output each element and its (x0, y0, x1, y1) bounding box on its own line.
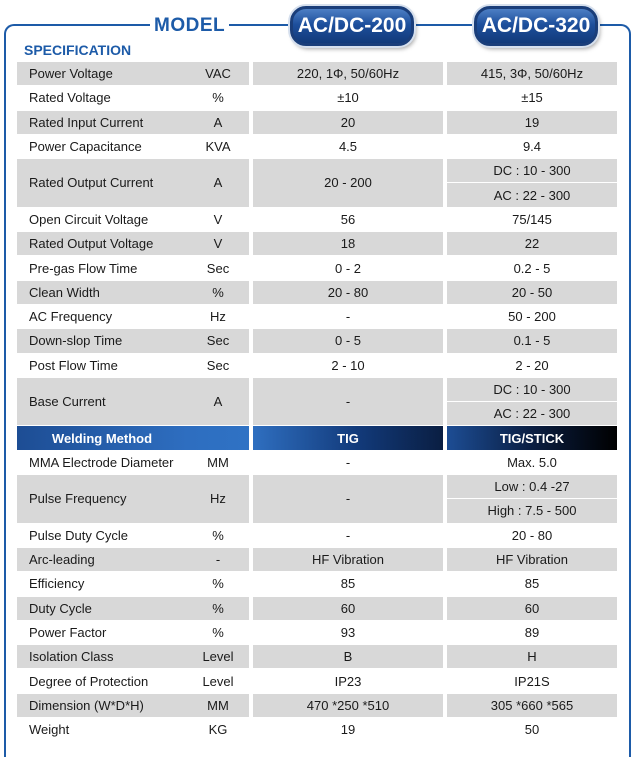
parameter-name: Clean Width (17, 281, 187, 305)
value-acdc-200: - (253, 524, 443, 548)
value-acdc-320 (447, 378, 617, 427)
value-acdc-200: B (253, 645, 443, 669)
value-acdc-320: 20 - 80 (447, 524, 617, 548)
value-acdc-200: 85 (253, 572, 443, 596)
parameter-name: Pulse Frequency (17, 475, 187, 524)
table-row (17, 62, 617, 86)
table-row (17, 621, 617, 645)
value-acdc-320: 20 - 50 (447, 281, 617, 305)
value-acdc-320: 50 - 200 (447, 305, 617, 329)
table-row (17, 694, 617, 718)
parameter-unit: MM (187, 451, 249, 475)
value-acdc-320-line-2: AC : 22 - 300 (493, 406, 571, 422)
table-row (17, 597, 617, 621)
value-acdc-200: 19 (253, 718, 443, 742)
table-row (17, 524, 617, 548)
table-row (17, 135, 617, 159)
parameter-name: Efficiency (17, 572, 187, 596)
value-acdc-200: 220, 1Φ, 50/60Hz (253, 62, 443, 86)
parameter-name: AC Frequency (17, 305, 187, 329)
value-acdc-320 (447, 475, 617, 524)
value-acdc-200: 2 - 10 (253, 354, 443, 378)
model-badge-acdc-200: AC/DC-200 (290, 6, 414, 46)
value-acdc-200: 0 - 5 (253, 329, 443, 353)
parameter-unit: A (187, 111, 249, 135)
table-row (17, 256, 617, 280)
parameter-unit: % (187, 597, 249, 621)
value-acdc-320-line-1: Low : 0.4 -27 (447, 475, 617, 499)
value-acdc-200: 93 (253, 621, 443, 645)
parameter-unit (187, 426, 249, 450)
parameter-unit: Level (187, 645, 249, 669)
parameter-unit: V (187, 208, 249, 232)
value-acdc-320: 60 (447, 597, 617, 621)
parameter-name: Post Flow Time (17, 354, 187, 378)
table-row (17, 572, 617, 596)
spec-table (17, 62, 617, 742)
parameter-name: Power Voltage (17, 62, 187, 86)
value-acdc-200: 470 *250 *510 (253, 694, 443, 718)
table-row (17, 451, 617, 475)
parameter-name: Rated Output Current (17, 159, 187, 208)
parameter-unit: Sec (187, 256, 249, 280)
value-acdc-200: - (253, 475, 443, 524)
value-acdc-200: - (253, 305, 443, 329)
parameter-name: Welding Method (17, 426, 187, 450)
table-row (17, 378, 617, 427)
value-acdc-320: 19 (447, 111, 617, 135)
parameter-name: Power Capacitance (17, 135, 187, 159)
value-acdc-320: IP21S (447, 669, 617, 693)
value-acdc-320: 0.2 - 5 (447, 256, 617, 280)
table-row (17, 548, 617, 572)
value-acdc-200: 4.5 (253, 135, 443, 159)
parameter-unit: VAC (187, 62, 249, 86)
value-acdc-200: HF Vibration (253, 548, 443, 572)
parameter-unit: KVA (187, 135, 249, 159)
parameter-unit: % (187, 572, 249, 596)
parameter-name: MMA Electrode Diameter (17, 451, 187, 475)
value-acdc-320-line-2: AC : 22 - 300 (493, 187, 571, 203)
value-acdc-320: Max. 5.0 (447, 451, 617, 475)
table-row (17, 669, 617, 693)
specification-label: SPECIFICATION (24, 42, 132, 58)
value-acdc-200: IP23 (253, 669, 443, 693)
value-acdc-200: 0 - 2 (253, 256, 443, 280)
value-acdc-320: 0.1 - 5 (447, 329, 617, 353)
value-acdc-320: HF Vibration (447, 548, 617, 572)
table-row (17, 329, 617, 353)
parameter-unit: Sec (187, 329, 249, 353)
value-acdc-200: 60 (253, 597, 443, 621)
value-acdc-200: - (253, 451, 443, 475)
value-acdc-200: 20 - 80 (253, 281, 443, 305)
parameter-unit: V (187, 232, 249, 256)
parameter-name: Duty Cycle (17, 597, 187, 621)
parameter-unit: % (187, 281, 249, 305)
parameter-unit: Hz (187, 305, 249, 329)
parameter-unit: A (187, 378, 249, 427)
value-acdc-200: 20 (253, 111, 443, 135)
parameter-unit: % (187, 621, 249, 645)
value-acdc-320: 89 (447, 621, 617, 645)
parameter-name: Rated Input Current (17, 111, 187, 135)
parameter-name: Dimension (W*D*H) (17, 694, 187, 718)
parameter-unit: - (187, 548, 249, 572)
value-acdc-320-line-1: DC : 10 - 300 (447, 159, 617, 183)
welding-method-row (17, 426, 617, 450)
table-row (17, 718, 617, 742)
parameter-name: Degree of Protection (17, 669, 187, 693)
table-row (17, 354, 617, 378)
value-acdc-200: - (253, 378, 443, 427)
value-acdc-320: 22 (447, 232, 617, 256)
parameter-unit: % (187, 86, 249, 110)
parameter-name: Rated Output Voltage (17, 232, 187, 256)
parameter-name: Open Circuit Voltage (17, 208, 187, 232)
parameter-name: Down-slop Time (17, 329, 187, 353)
value-acdc-320: 305 *660 *565 (447, 694, 617, 718)
table-row (17, 305, 617, 329)
value-acdc-320: 50 (447, 718, 617, 742)
value-acdc-320-line-1: DC : 10 - 300 (447, 378, 617, 402)
value-acdc-320: 9.4 (447, 135, 617, 159)
value-acdc-200: TIG (253, 426, 443, 450)
value-acdc-320: H (447, 645, 617, 669)
parameter-unit: Level (187, 669, 249, 693)
value-acdc-320-line-2: High : 7.5 - 500 (487, 503, 577, 519)
parameter-unit: % (187, 524, 249, 548)
value-acdc-320 (447, 159, 617, 208)
parameter-unit: A (187, 159, 249, 208)
table-row (17, 645, 617, 669)
value-acdc-200: 20 - 200 (253, 159, 443, 208)
value-acdc-320: 2 - 20 (447, 354, 617, 378)
parameter-name: Rated Voltage (17, 86, 187, 110)
parameter-name: Isolation Class (17, 645, 187, 669)
table-row (17, 111, 617, 135)
value-acdc-200: 18 (253, 232, 443, 256)
parameter-name: Weight (17, 718, 187, 742)
parameter-name: Pulse Duty Cycle (17, 524, 187, 548)
value-acdc-320: ±15 (447, 86, 617, 110)
value-acdc-320: 415, 3Φ, 50/60Hz (447, 62, 617, 86)
table-row (17, 86, 617, 110)
model-badge-acdc-320: AC/DC-320 (474, 6, 598, 46)
parameter-unit: Sec (187, 354, 249, 378)
parameter-unit: MM (187, 694, 249, 718)
parameter-unit: Hz (187, 475, 249, 524)
parameter-name: Pre-gas Flow Time (17, 256, 187, 280)
value-acdc-320: TIG/STICK (447, 426, 617, 450)
table-row (17, 475, 617, 524)
table-row (17, 208, 617, 232)
value-acdc-320: 85 (447, 572, 617, 596)
table-row (17, 232, 617, 256)
model-label: MODEL (150, 15, 229, 37)
table-row (17, 159, 617, 208)
value-acdc-320: 75/145 (447, 208, 617, 232)
value-acdc-200: ±10 (253, 86, 443, 110)
parameter-name: Power Factor (17, 621, 187, 645)
parameter-name: Base Current (17, 378, 187, 427)
parameter-name: Arc-leading (17, 548, 187, 572)
parameter-unit: KG (187, 718, 249, 742)
table-row (17, 281, 617, 305)
value-acdc-200: 56 (253, 208, 443, 232)
